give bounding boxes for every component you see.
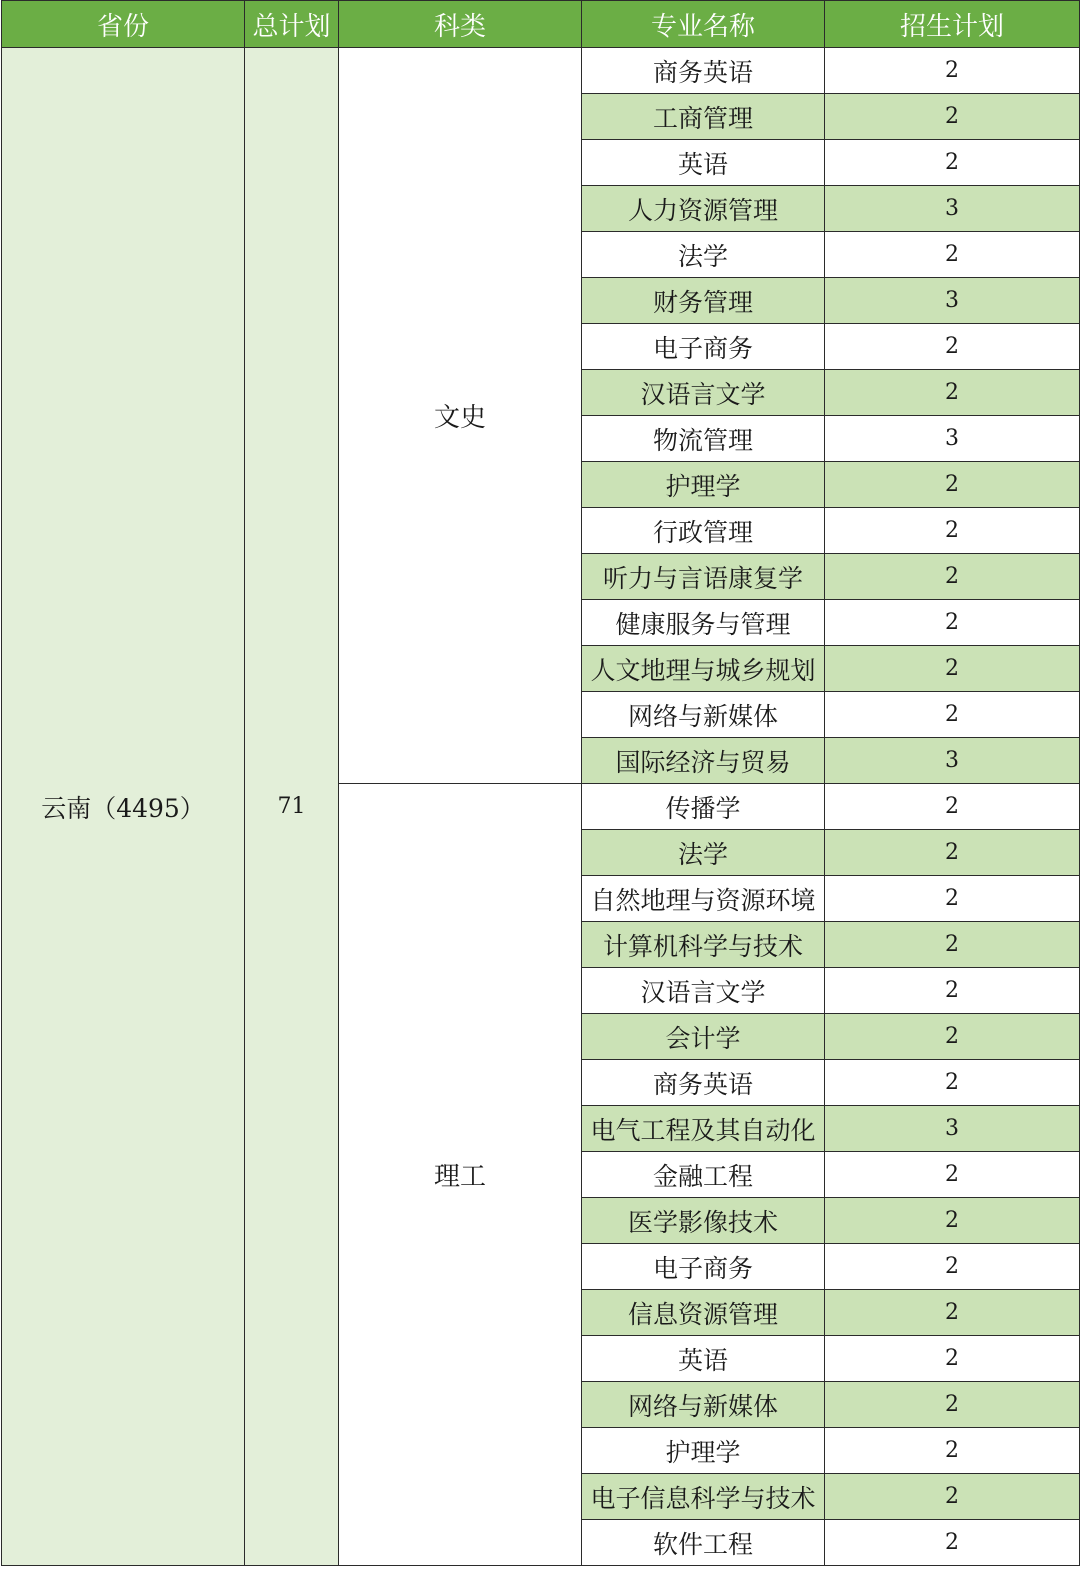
header-major-name: 专业名称 [582,1,825,48]
province-cell: 云南（4495） [2,48,245,1566]
enrollment-plan-table [1,0,1080,1566]
enrollment-plan-cell: 2 [825,554,1080,600]
major-name-cell: 护理学 [582,1428,825,1474]
enrollment-plan-cell: 2 [825,140,1080,186]
enrollment-plan-cell: 2 [825,692,1080,738]
major-name-cell: 计算机科学与技术 [582,922,825,968]
major-name-cell: 健康服务与管理 [582,600,825,646]
enrollment-plan-cell: 3 [825,1106,1080,1152]
major-name-cell: 行政管理 [582,508,825,554]
major-name-cell: 电子信息科学与技术 [582,1474,825,1520]
enrollment-plan-cell: 2 [825,324,1080,370]
major-name-cell: 法学 [582,830,825,876]
header-enrollment-plan: 招生计划 [825,1,1080,48]
enrollment-plan-cell: 2 [825,1474,1080,1520]
enrollment-plan-cell: 2 [825,1152,1080,1198]
header-province: 省份 [2,1,245,48]
table-row [2,48,1080,94]
major-name-cell: 医学影像技术 [582,1198,825,1244]
major-name-cell: 网络与新媒体 [582,1382,825,1428]
major-name-cell: 商务英语 [582,48,825,94]
major-name-cell: 英语 [582,1336,825,1382]
major-name-cell: 汉语言文学 [582,968,825,1014]
major-name-cell: 财务管理 [582,278,825,324]
enrollment-plan-cell: 2 [825,876,1080,922]
enrollment-plan-cell: 2 [825,1198,1080,1244]
major-name-cell: 英语 [582,140,825,186]
total-plan-cell: 71 [245,48,339,1566]
enrollment-plan-cell: 2 [825,232,1080,278]
category-cell: 文史 [339,48,582,784]
major-name-cell: 国际经济与贸易 [582,738,825,784]
header-row [2,1,1080,48]
major-name-cell: 自然地理与资源环境 [582,876,825,922]
major-name-cell: 汉语言文学 [582,370,825,416]
enrollment-plan-cell: 2 [825,48,1080,94]
major-name-cell: 网络与新媒体 [582,692,825,738]
major-name-cell: 电子商务 [582,1244,825,1290]
major-name-cell: 人力资源管理 [582,186,825,232]
enrollment-plan-cell: 2 [825,1244,1080,1290]
major-name-cell: 听力与言语康复学 [582,554,825,600]
category-cell: 理工 [339,784,582,1566]
header-total-plan: 总计划 [245,1,339,48]
major-name-cell: 软件工程 [582,1520,825,1566]
enrollment-plan-cell: 3 [825,278,1080,324]
major-name-cell: 物流管理 [582,416,825,462]
enrollment-plan-cell: 2 [825,462,1080,508]
enrollment-plan-cell: 2 [825,1336,1080,1382]
header-category: 科类 [339,1,582,48]
enrollment-plan-cell: 2 [825,1014,1080,1060]
enrollment-plan-cell: 2 [825,922,1080,968]
enrollment-plan-cell: 2 [825,1290,1080,1336]
enrollment-plan-cell: 2 [825,508,1080,554]
major-name-cell: 会计学 [582,1014,825,1060]
major-name-cell: 传播学 [582,784,825,830]
enrollment-plan-cell: 2 [825,784,1080,830]
enrollment-plan-cell: 2 [825,646,1080,692]
major-name-cell: 人文地理与城乡规划 [582,646,825,692]
enrollment-plan-cell: 2 [825,1428,1080,1474]
enrollment-plan-cell: 2 [825,830,1080,876]
major-name-cell: 工商管理 [582,94,825,140]
major-name-cell: 电子商务 [582,324,825,370]
major-name-cell: 法学 [582,232,825,278]
enrollment-plan-cell: 2 [825,1060,1080,1106]
table-body [2,48,1080,1566]
major-name-cell: 信息资源管理 [582,1290,825,1336]
enrollment-plan-cell: 3 [825,416,1080,462]
major-name-cell: 电气工程及其自动化 [582,1106,825,1152]
enrollment-plan-cell: 2 [825,1382,1080,1428]
enrollment-plan-cell: 2 [825,600,1080,646]
enrollment-plan-cell: 2 [825,968,1080,1014]
major-name-cell: 商务英语 [582,1060,825,1106]
enrollment-plan-cell: 2 [825,94,1080,140]
enrollment-plan-cell: 3 [825,186,1080,232]
enrollment-plan-cell: 2 [825,370,1080,416]
enrollment-plan-cell: 3 [825,738,1080,784]
enrollment-plan-cell: 2 [825,1520,1080,1566]
major-name-cell: 金融工程 [582,1152,825,1198]
major-name-cell: 护理学 [582,462,825,508]
